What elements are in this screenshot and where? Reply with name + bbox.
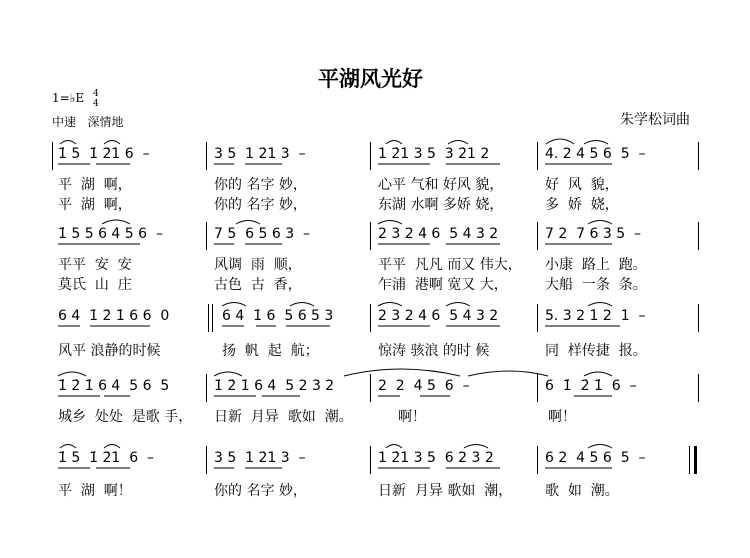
measure: 3 5 1 2̇1 3 – <box>214 146 306 162</box>
lyric: 日新 月异 歌如 潮， <box>378 483 513 499</box>
lyric: 你的 名字 妙， <box>214 483 307 499</box>
lyric-line <box>0 406 750 426</box>
slur <box>236 221 260 225</box>
measure: 3 5 1 2̇1 3 – <box>214 450 306 466</box>
slur <box>58 372 86 376</box>
time-signature-top: 4 <box>93 89 99 99</box>
measure: 1̇ 5 5 6 4 5 6 – <box>58 226 163 242</box>
slur <box>584 141 608 145</box>
slur <box>104 141 120 145</box>
slur <box>588 221 612 225</box>
lyric: 平平 凡凡 而又 伟大， <box>378 257 522 273</box>
slur <box>588 303 612 307</box>
measure: 7 2 7 6 3 5 – <box>545 226 642 242</box>
lyric: 同 样传捷 报。 <box>545 343 647 359</box>
key-signature: 1=♭E <box>52 91 85 105</box>
slur <box>60 445 76 449</box>
lyric: 大船 一条 条。 <box>545 277 647 293</box>
lyric: 歌 如 潮。 <box>545 483 619 499</box>
measure: 1̇ 2̇ 1̇ 6 4 5 2 3 2 <box>214 378 335 394</box>
lyric-line <box>0 480 750 500</box>
slur <box>584 372 612 376</box>
slur <box>448 141 468 145</box>
measure: 1̇ 5 1̇ 2̇1 6 – <box>58 450 155 466</box>
slur <box>386 141 402 145</box>
measure: 6 1̇ 2̇ 1̇ 6 – <box>545 378 637 394</box>
notation-row <box>0 378 750 398</box>
measure: 1 2̇1 3 5 6 2 3 2 <box>378 450 494 466</box>
lyric-line <box>0 174 750 194</box>
lyric: 小康 路上 跑。 <box>545 257 647 273</box>
lyric-line <box>0 274 750 294</box>
lyric: 你的 名字 妙， <box>214 197 307 213</box>
slur <box>378 221 402 225</box>
lyric: 好 风 貌， <box>545 177 619 193</box>
lyric: 心平 气和 好风 貌， <box>378 177 504 193</box>
lyric: 平 湖 啊， <box>58 197 132 213</box>
measure: 7 5 6 5 6 3 – <box>214 226 311 242</box>
lyric: 古色 古 香， <box>214 277 302 293</box>
slur <box>546 139 574 144</box>
measure: 6 2 4 5 6 5 – <box>545 450 646 466</box>
lyric: 城乡 处处 是歌 手， <box>58 409 193 425</box>
slur <box>214 372 242 376</box>
time-signature-bottom: 4 <box>93 99 99 109</box>
lyric: 惊涛 骇浪 的时 候 <box>378 343 490 359</box>
lyric-line <box>0 194 750 214</box>
notation-row <box>0 146 750 166</box>
lyric: 啊！ <box>548 409 576 425</box>
lyric: 平 湖 啊！ <box>58 483 132 499</box>
slur <box>468 371 548 376</box>
measure: 6 4 1̇ 6 5 6 5 3 <box>222 308 334 324</box>
lyric: 你的 名字 妙， <box>214 177 307 193</box>
lyric: 平平 安 安 <box>58 257 132 273</box>
slur <box>290 303 314 307</box>
lyric: 扬 帆 起 航； <box>222 343 319 359</box>
notation-row <box>0 308 750 328</box>
measure: 2 3 2 4 6 5 4 3 2 <box>378 226 499 242</box>
lyric: 多 娇 娆， <box>545 197 619 213</box>
lyric: 莫氏 山 庄 <box>58 277 132 293</box>
measure: 1 2̇1 3 5 3 2̇1 2 <box>378 146 490 162</box>
slur <box>588 445 612 449</box>
lyric: 啊！ <box>398 409 426 425</box>
lyric: 平 湖 啊， <box>58 177 132 193</box>
lyric: 日新 月异 歌如 潮。 <box>214 409 353 425</box>
slur <box>104 445 120 449</box>
measure: 2 3 2 4 6 5 4 3 2 <box>378 308 499 324</box>
measure: 6 4 1̇ 2̇ 1̇ 6 6 0 <box>58 308 170 324</box>
song-title: 平湖风光好 <box>318 66 423 91</box>
notation-row <box>0 226 750 246</box>
lyric: 东湖 水啊 多娇 娆， <box>378 197 504 213</box>
slur <box>446 303 470 307</box>
slur <box>344 369 460 376</box>
slur <box>386 445 402 449</box>
lyric: 风调 雨 顺， <box>214 257 302 273</box>
lyric-line <box>0 340 750 360</box>
slur <box>464 445 488 449</box>
measure: 1̇ 2̇ 1̇ 6 4 5 6 5 <box>58 378 170 394</box>
measure: 2 2 4 5 6 – <box>378 378 470 394</box>
composer-credit: 朱学松词曲 <box>620 112 690 128</box>
lyric: 风平 浪静的时候 <box>58 343 161 359</box>
measure: 5. 3 2 1 2 1 – <box>545 308 646 324</box>
slur <box>102 220 130 224</box>
lyric-line <box>0 254 750 274</box>
notation-row <box>0 450 750 470</box>
lyric: 乍浦 港啊 宽又 大， <box>378 277 508 293</box>
slur <box>378 303 402 307</box>
measure: 1̇ 5 1̇ 2̇1 6 – <box>58 146 150 162</box>
measure: 4. 2 4 5 6 5 – <box>545 146 646 162</box>
slur <box>60 141 76 145</box>
slur <box>222 303 246 307</box>
tempo-marking: 中速 深情地 <box>52 115 124 129</box>
